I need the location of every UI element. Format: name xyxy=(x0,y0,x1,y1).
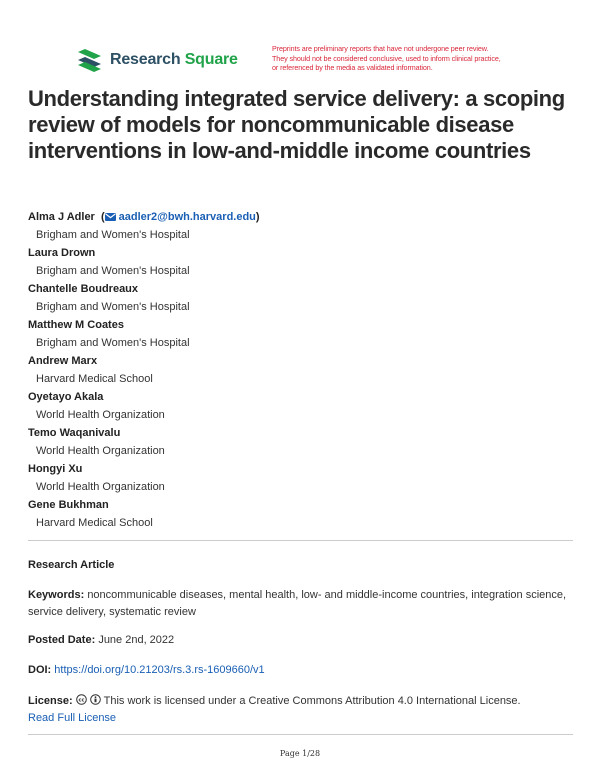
author-name-text: Alma J Adler xyxy=(28,211,95,223)
brand-name-part1: Research xyxy=(110,51,181,68)
author-name: Matthew M Coates xyxy=(28,319,124,331)
author-affiliation: Brigham and Women's Hospital xyxy=(36,265,190,277)
article-type-text: Research Article xyxy=(28,559,115,571)
read-full-license-link[interactable]: Read Full License xyxy=(28,712,117,724)
author-affiliation: Brigham and Women's Hospital xyxy=(36,301,190,313)
page-number: Page 1/28 xyxy=(279,749,321,758)
paper-title: Understanding integrated service delivery: a scoping review of models for noncommunicable disease interventions in low-and-middle income countries xyxy=(28,86,565,163)
license-text: This work is licensed under a Creative Commons Attribution 4.0 International License. xyxy=(103,695,521,707)
author-name: Alma J Adler ( aadler2@bwh.harvard.edu) xyxy=(28,211,260,223)
posted-date-label: Posted Date: xyxy=(28,634,96,646)
divider xyxy=(28,734,573,735)
attribution-icon xyxy=(90,694,101,705)
author-name: Chantelle Boudreaux xyxy=(28,283,139,295)
keywords-label: Keywords: xyxy=(28,589,85,601)
author-affiliation: Harvard Medical School xyxy=(36,373,153,385)
author-name: Oyetayo Akala xyxy=(28,391,104,403)
license-label: License: xyxy=(28,695,73,707)
author-affiliation: World Health Organization xyxy=(36,445,165,457)
doi-link[interactable]: https://doi.org/10.21203/rs.3.rs-1609660/v1 xyxy=(54,664,265,676)
divider xyxy=(28,540,573,541)
author-name: Andrew Marx xyxy=(28,355,98,367)
svg-text:cc: cc xyxy=(78,697,85,704)
author-email-link[interactable] xyxy=(105,211,256,223)
author-name: Laura Drown xyxy=(28,247,96,259)
header xyxy=(76,44,576,76)
preprint-disclaimer xyxy=(272,44,572,73)
posted-date-section xyxy=(28,632,573,649)
mail-icon xyxy=(105,213,116,221)
brand-name-part2: Square xyxy=(184,51,238,68)
disclaimer-line: or referenced by the media as validated information. xyxy=(272,63,433,72)
author-list xyxy=(28,208,568,532)
disclaimer-line: They should not be considered conclusive, used to inform clinical practice, xyxy=(272,53,501,63)
keywords-value: noncommunicable diseases, mental health, low- and middle-income countries, integration science, service delivery, systematic review xyxy=(28,589,567,618)
creative-commons-icon xyxy=(76,694,87,705)
author-affiliation: World Health Organization xyxy=(36,409,165,421)
author-affiliation: World Health Organization xyxy=(36,481,165,493)
author-name: Gene Bukhman xyxy=(28,499,109,511)
author-email: aadler2@bwh.harvard.edu xyxy=(118,211,256,223)
doi-section xyxy=(28,662,573,679)
disclaimer-line: Preprints are preliminary reports that have not undergone peer review. xyxy=(272,44,489,53)
brand-name xyxy=(110,51,238,69)
author-affiliation: Brigham and Women's Hospital xyxy=(36,337,190,349)
article-type xyxy=(28,557,573,574)
author-name: Hongyi Xu xyxy=(28,463,83,475)
research-square-logo[interactable] xyxy=(76,47,238,73)
author-name: Temo Waqanivalu xyxy=(28,427,121,439)
keywords-section xyxy=(28,587,573,621)
author-affiliation: Brigham and Women's Hospital xyxy=(36,229,190,241)
author-affiliation: Harvard Medical School xyxy=(36,517,153,529)
posted-date-value: June 2nd, 2022 xyxy=(98,634,175,646)
doi-label: DOI: xyxy=(28,664,52,676)
license-section xyxy=(28,693,573,727)
research-square-logo-icon xyxy=(76,47,103,73)
